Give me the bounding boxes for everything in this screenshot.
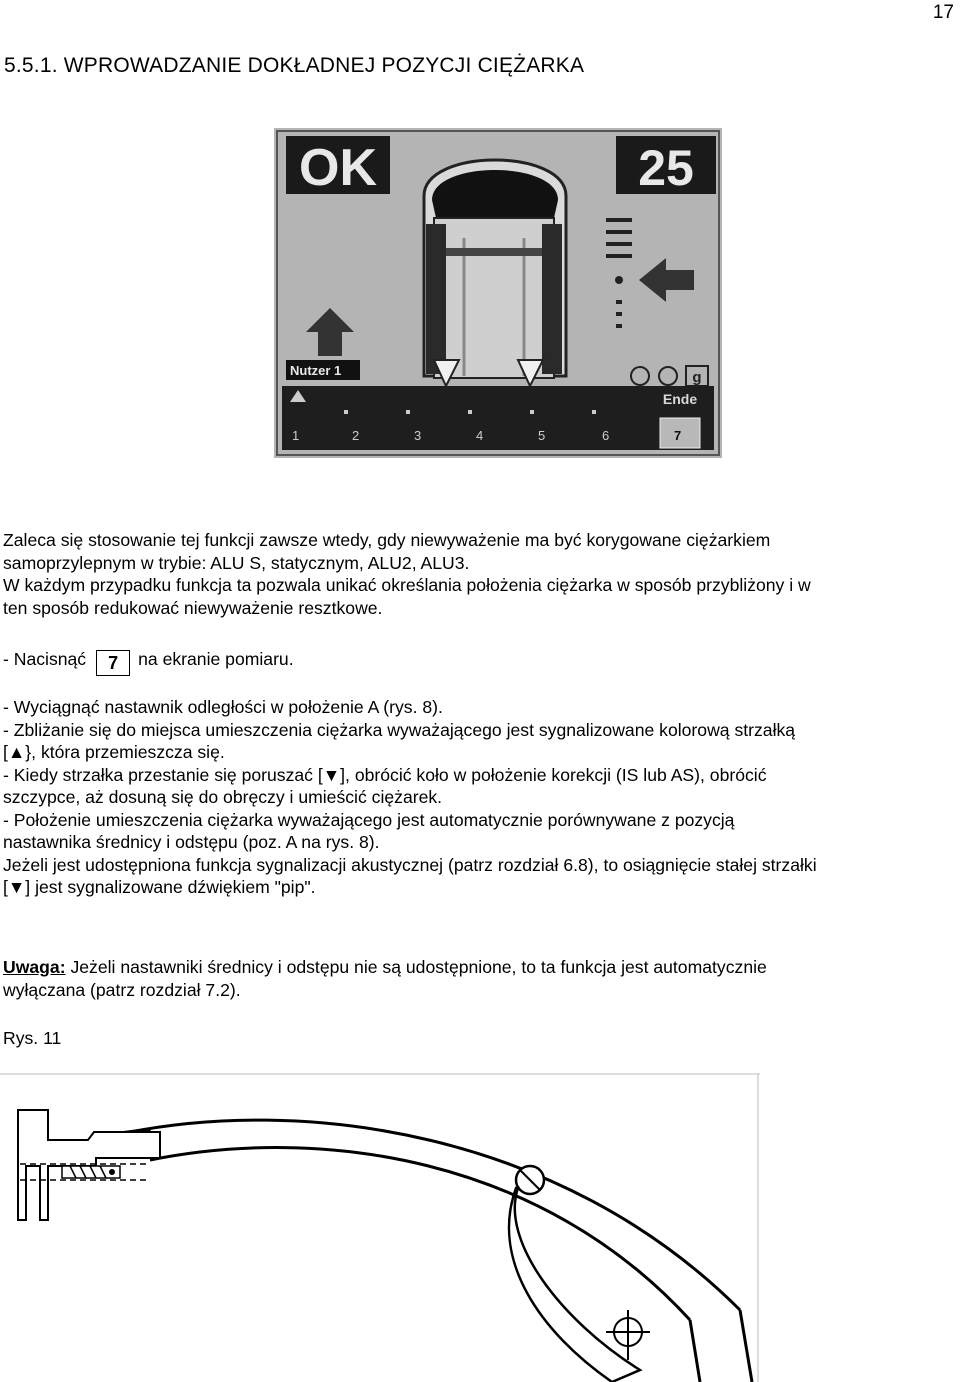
section-title: 5.5.1. WPROWADZANIE DOKŁADNEJ POZYCJI CIĘŻARKA xyxy=(4,54,585,77)
note-text-2: wyłączana (patrz rozdział 7.2). xyxy=(3,979,241,1000)
svg-text:6: 6 xyxy=(602,428,610,443)
step-line: nastawnika średnicy i odstępu (poz. A na rys. 8). xyxy=(3,832,380,852)
softkey-4[interactable] xyxy=(476,428,483,443)
softkey-6[interactable] xyxy=(602,428,609,443)
tyre-section-icon xyxy=(424,160,566,386)
step-line: szczypce, aż dosuną się do obręczy i umieścić ciężarek. xyxy=(3,787,443,807)
text-line: samoprzylepnym w trybie: ALU S, statycznym, ALU2, ALU3. xyxy=(3,552,470,573)
svg-text:4: 4 xyxy=(476,428,484,443)
caliper-rim-diagram xyxy=(0,1070,760,1382)
step-line: [▼] jest sygnalizowane dźwiękiem "pip". xyxy=(3,877,316,897)
step-line: - Zbliżanie się do miejsca umieszczenia ciężarka wyważającego jest sygnalizowane kolorową strzałką xyxy=(3,719,796,740)
steps-list xyxy=(3,696,817,899)
step-line: Jeżeli jest udostępniona funkcja sygnalizacji akustycznej (patrz rozdział 6.8), to osiągnięcie stałej strzałki xyxy=(3,854,817,875)
grams-symbol: g xyxy=(692,369,702,386)
note xyxy=(3,956,767,1001)
softkey-2[interactable] xyxy=(352,428,359,443)
softkey-7[interactable] xyxy=(660,418,700,448)
softkey-5[interactable] xyxy=(538,428,545,443)
key-7-button: 7 xyxy=(96,650,130,676)
bottom-bar xyxy=(282,386,714,450)
user-label: Nutzer 1 xyxy=(290,363,342,378)
text-line: ten sposób redukować niewyważenie resztkowe. xyxy=(3,597,383,618)
press-key-instruction xyxy=(3,648,294,676)
svg-text:3: 3 xyxy=(414,428,422,443)
page-number: 17 xyxy=(932,2,954,23)
softkey-3[interactable] xyxy=(414,428,421,443)
step-line: - Wyciągnąć nastawnik odległości w położenie A (rys. 8). xyxy=(3,697,443,717)
note-text: Jeżeli nastawniki średnicy i odstępu nie są udostępnione, to ta funkcja jest automatycznie xyxy=(65,957,767,977)
value-text: 25 xyxy=(638,140,694,196)
text-line: W każdym przypadku funkcja ta pozwala unikać określania położenia ciężarka w sposób przybliżony i w xyxy=(3,575,811,595)
svg-text:1: 1 xyxy=(292,428,300,443)
step-line: - Kiedy strzałka przestanie się poruszać [▼], obrócić koło w położenie korekcji (IS lub AS), obrócić xyxy=(3,764,767,785)
figure-label: Rys. 11 xyxy=(3,1028,62,1048)
step-line: - Położenie umieszczenia ciężarka wyważającego jest automatycznie porównywane z pozycją xyxy=(3,809,735,830)
text-line: Zaleca się stosowanie tej funkcji zawsze wtedy, gdy niewyważenie ma być korygowane ciężarkiem xyxy=(3,530,771,550)
press-prefix: - Nacisnąć xyxy=(3,649,87,669)
step-line: [▲}, która przemieszcza się. xyxy=(3,742,225,762)
svg-text:2: 2 xyxy=(352,428,360,443)
status-text: OK xyxy=(299,139,377,197)
end-label: Ende xyxy=(662,391,698,407)
press-suffix: na ekranie pomiaru. xyxy=(138,649,294,669)
note-label: Uwaga: xyxy=(3,957,66,977)
balancer-screen xyxy=(274,128,722,458)
svg-text:5: 5 xyxy=(538,428,546,443)
svg-text:7: 7 xyxy=(674,428,682,443)
paragraph-intro xyxy=(3,529,811,619)
